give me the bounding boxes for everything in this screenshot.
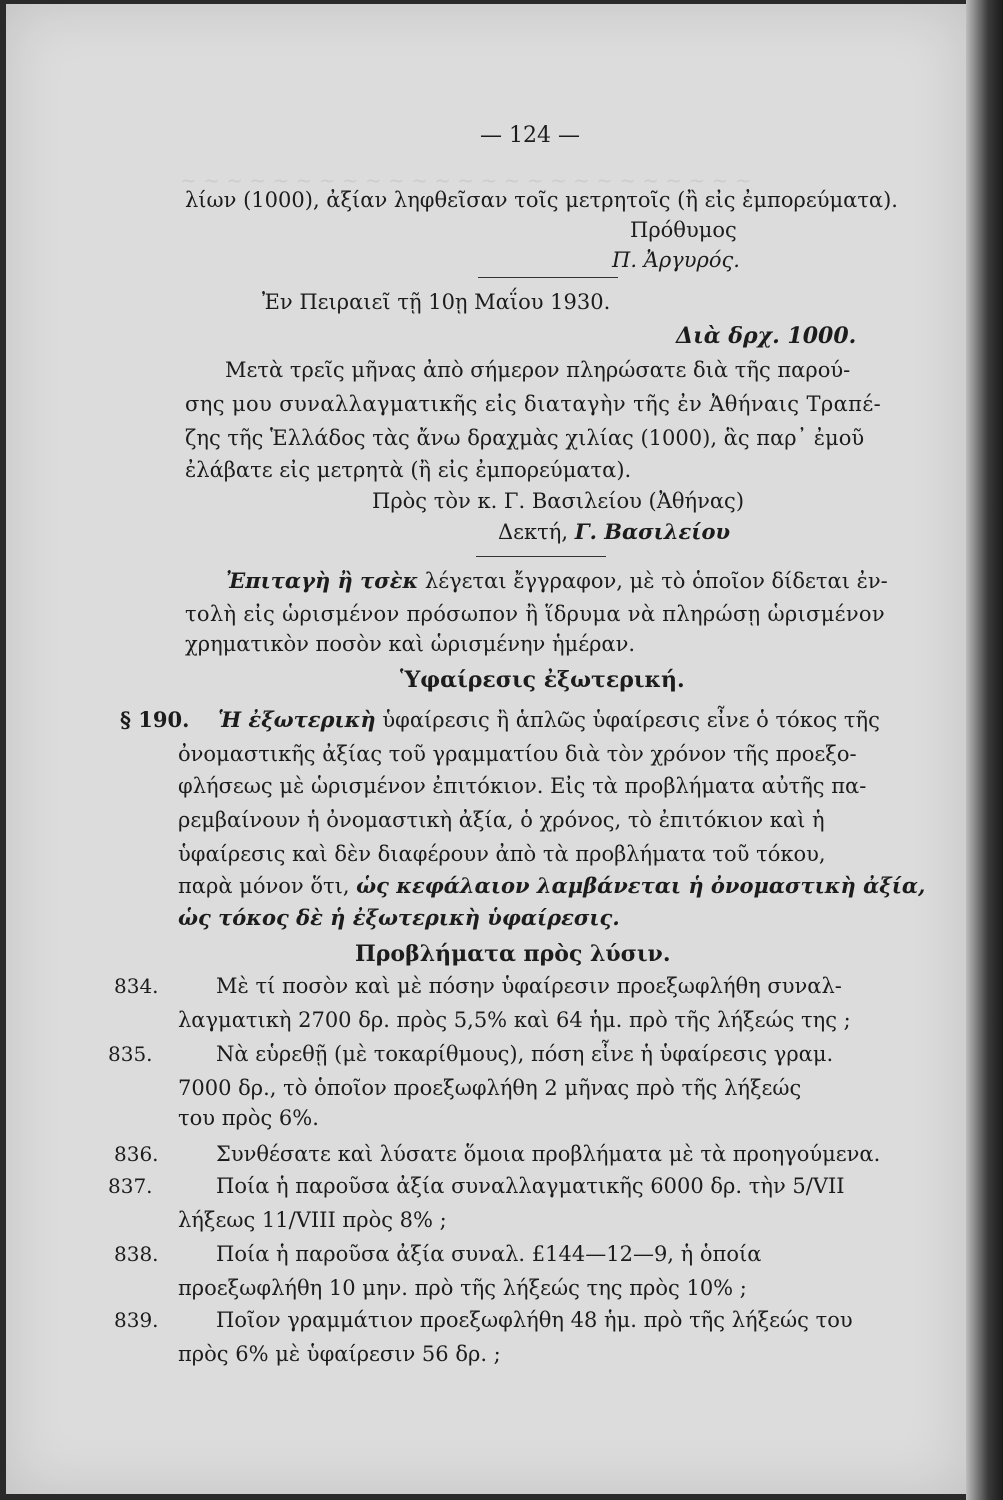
section-term: Ἡ ἐξωτερικὴ bbox=[218, 707, 376, 732]
letter-line-1: λίων (1000), ἀξίαν ληφθεῖσαν τοῖς μετρητοῖς (ἢ εἰς ἐμπορεύματα). bbox=[185, 188, 898, 212]
section-emphasis: ὡς κεφάλαιον λαμβάνεται ἡ ὀνομαστικὴ ἀξία, bbox=[356, 873, 926, 898]
problem-line: Ποῖον γραμμάτιον προεξωφλήθη 48 ἡμ. πρὸ τῆς λήξεώς του bbox=[216, 1308, 853, 1332]
section-line-final: ὡς τόκος δὲ ἡ ἐξωτερικὴ ὑφαίρεσις. bbox=[178, 905, 620, 930]
definition-line bbox=[226, 567, 888, 595]
definition-text: λέγεται ἔγγραφον, μὲ τὸ ὁποῖον δίδεται ἐν- bbox=[418, 569, 888, 593]
letter-amount: Διὰ δρχ. 1000. bbox=[676, 323, 857, 349]
section-line: φλήσεως μὲ ὡρισμένον ἐπιτόκιον. Εἰς τὰ προβλήματα αὐτῆς πα- bbox=[178, 774, 867, 798]
letter-body-line: σης μου συναλλαγματικῆς εἰς διαταγὴν τῆς ἐν Ἀθήναις Τραπέ- bbox=[185, 392, 882, 416]
page-edge-shadow bbox=[966, 0, 1003, 1500]
section-first-line bbox=[120, 706, 880, 734]
problem-number: 838. bbox=[114, 1242, 159, 1266]
letter-place-date: Ἐν Πειραιεῖ τῇ 10ῃ Μαΐου 1930. bbox=[262, 290, 611, 314]
letter-body-line bbox=[225, 356, 930, 384]
problem-number: 839. bbox=[114, 1308, 159, 1332]
page-number: — 124 — bbox=[480, 123, 580, 148]
acceptor-name: Γ. Βασιλείου bbox=[574, 519, 731, 544]
problem-number: 836. bbox=[114, 1142, 159, 1166]
letter-addressee: Πρὸς τὸν κ. Γ. Βασιλείου (Ἀθήνας) bbox=[372, 489, 745, 513]
section-line: ὑφαίρεσις καὶ δὲν διαφέρουν ἀπὸ τὰ προβλήματα τοῦ τόκου, bbox=[178, 842, 826, 866]
section-text: παρὰ μόνον ὅτι, bbox=[178, 874, 357, 898]
bleed-through: ~ ~ ~ ~ ~ ~ ~ ~ ~ ~ ~ ~ ~ ~ ~ ~ ~ ~ ~ ~ ~ ~ ~ ~ ~ bbox=[180, 168, 752, 192]
acceptor-label: Δεκτή, bbox=[498, 520, 569, 544]
problem-line: πρὸς 6% μὲ ὑφαίρεσιν 56 δρ. ; bbox=[178, 1342, 501, 1366]
section-heading: Ὑφαίρεσις ἐξωτερική. bbox=[400, 667, 685, 693]
section-number: § 190. bbox=[120, 707, 190, 732]
problem-number: 837. bbox=[108, 1174, 153, 1198]
letter-closing: Πρόθυμος bbox=[630, 218, 737, 242]
problem-line: προεξωφλήθη 10 μην. πρὸ τῆς λήξεώς της πρὸς 10% ; bbox=[178, 1276, 747, 1300]
definition-line: τολὴ εἰς ὡρισμένον πρόσωπον ἢ ἵδρυμα νὰ πληρώσῃ ὡρισμένον bbox=[185, 602, 885, 626]
problem-number: 834. bbox=[114, 974, 159, 998]
letter-acceptance bbox=[498, 518, 730, 546]
problem-line: του πρὸς 6%. bbox=[178, 1106, 319, 1130]
definition-term: Ἐπιταγὴ ἢ τσὲκ bbox=[226, 568, 419, 593]
letter-body-line: ζης τῆς Ἑλλάδος τὰς ἄνω δραχμὰς χιλίας (1000), ἃς παρ᾿ ἐμοῦ bbox=[185, 426, 865, 450]
problem-line: Ποία ἡ παροῦσα ἀξία συναλλαγματικῆς 6000 δρ. τὴν 5/VII bbox=[216, 1174, 845, 1198]
letter-body-line: ἐλάβατε εἰς μετρητὰ (ἢ εἰς ἐμπορεύματα). bbox=[185, 458, 632, 482]
problem-line: λαγματικὴ 2700 δρ. πρὸς 5,5% καὶ 64 ἡμ. πρὸ τῆς λήξεώς της ; bbox=[178, 1008, 851, 1032]
problems-heading: Προβλήματα πρὸς λύσιν. bbox=[355, 941, 671, 967]
section-text: ὑφαίρεσις ἢ ἁπλῶς ὑφαίρεσις εἶνε ὁ τόκος τῆς bbox=[375, 708, 880, 732]
problem-line: λήξεως 11/VIII πρὸς 8% ; bbox=[178, 1208, 447, 1232]
section-line bbox=[178, 872, 925, 900]
definition-line: χρηματικὸν ποσὸν καὶ ὡρισμένην ἡμέραν. bbox=[185, 632, 636, 656]
section-line: ρεμβαίνουν ἡ ὀνομαστικὴ ἀξία, ὁ χρόνος, τὸ ἐπιτόκιον καὶ ἡ bbox=[178, 808, 825, 832]
problem-line: 7000 δρ., τὸ ὁποῖον προεξωφλήθη 2 μῆνας πρὸ τῆς λήξεώς bbox=[178, 1076, 802, 1100]
problem-line: Νὰ εὑρεθῇ (μὲ τοκαρίθμους), πόση εἶνε ἡ ὑφαίρεσις γραμ. bbox=[216, 1042, 834, 1066]
section-line: ὀνομαστικῆς ἀξίας τοῦ γραμματίου διὰ τὸν χρόνον τῆς προεξο- bbox=[178, 742, 857, 766]
problem-line: Ποία ἡ παροῦσα ἀξία συναλ. £144—12—9, ἡ ὁποία bbox=[216, 1242, 762, 1266]
letter-body-text: Μετὰ τρεῖς μῆνας ἀπὸ σήμερον πληρώσατε διὰ τῆς παρού- bbox=[225, 358, 851, 382]
signature-rule bbox=[478, 277, 618, 278]
letter-signature: Π. Ἀργυρός. bbox=[612, 248, 740, 272]
problem-line: Συνθέσατε καὶ λύσατε ὅμοια προβλήματα μὲ τὰ προηγούμενα. bbox=[216, 1142, 881, 1166]
problem-line: Μὲ τί ποσὸν καὶ μὲ πόσην ὑφαίρεσιν προεξωφλήθη συναλ- bbox=[216, 974, 842, 998]
problem-number: 835. bbox=[108, 1042, 153, 1066]
letter-end-rule bbox=[476, 556, 606, 557]
